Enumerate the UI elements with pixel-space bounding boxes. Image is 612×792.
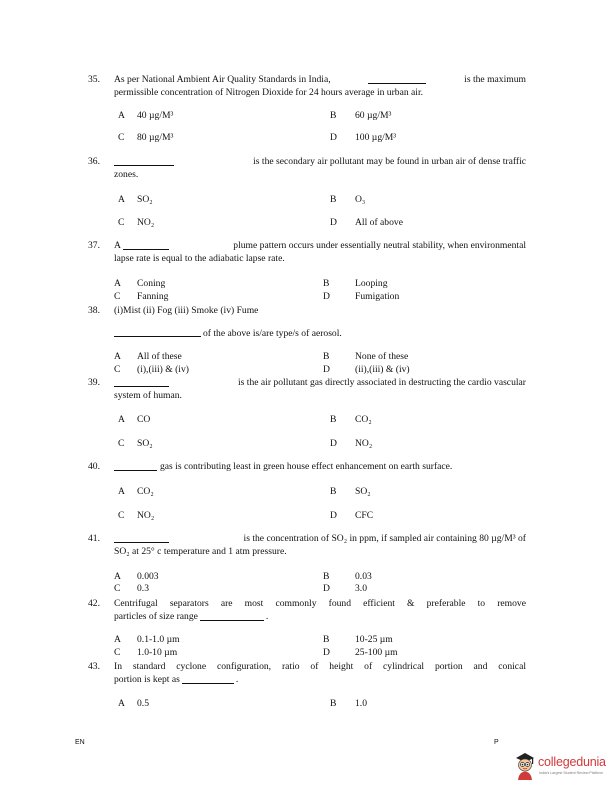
question-text: (i)Mist (ii) Fog (iii) Smoke (iv) Fume (114, 305, 259, 316)
answer-blank (114, 533, 169, 543)
question-number: 41. (88, 533, 100, 544)
option-d-text: NO₂ (355, 438, 373, 449)
option-d-letter: D (323, 291, 330, 302)
option-c-letter: C (118, 217, 125, 228)
option-b-letter: B (323, 351, 330, 362)
question-text-line-2: permissible concentration of Nitrogen Dioxide for 24 hours average in urban air. (114, 87, 424, 98)
question-text: is the air pollutant gas directly associated in destructing the cardio vascular (114, 377, 526, 390)
question-number: 37. (88, 240, 100, 251)
option-b-text: O₃ (355, 194, 366, 205)
option-a-letter: A (114, 571, 121, 582)
answer-blank (368, 74, 426, 84)
option-d-text: 100 µg/M³ (355, 132, 397, 143)
option-a-letter: A (114, 278, 121, 289)
option-b-letter: B (323, 571, 330, 582)
option-c-letter: C (118, 438, 125, 449)
answer-blank (114, 156, 174, 166)
question-text-line-2: system of human. (114, 390, 182, 401)
option-a-text: SO₂ (137, 194, 153, 205)
question-number: 35. (88, 74, 100, 85)
option-a-text: 0.1-1.0 µm (137, 634, 180, 645)
answer-blank (182, 674, 234, 684)
option-a-text: CO (137, 414, 151, 425)
option-a-letter: A (118, 698, 125, 709)
question-text: In standard cyclone configuration, ratio of height of cylindrical portion and conical (114, 661, 526, 672)
question-text-line-2: portion is kept as . (114, 674, 239, 685)
option-c-letter: C (114, 647, 121, 658)
question-text-line-2: of the above is/are type/s of aerosol. (203, 328, 342, 339)
option-d-text: 25-100 µm (355, 647, 398, 658)
option-a-text: 40 µg/M³ (137, 110, 174, 121)
question-text-line-2: particles of size range . (114, 611, 269, 622)
option-b-text: None of these (355, 351, 409, 362)
question-text-line-2: SO₂ at 25° c temperature and 1 atm pressure. (114, 546, 287, 557)
option-c-text: 1.0-10 µm (137, 647, 178, 658)
answer-blank (114, 377, 169, 387)
option-d-letter: D (323, 647, 330, 658)
option-b-text: SO₂ (355, 486, 371, 497)
collegedunia-logo (513, 748, 609, 782)
option-a-text: All of these (137, 351, 182, 362)
option-d-letter: D (330, 510, 337, 521)
question-number: 40. (88, 461, 100, 472)
option-d-letter: D (323, 583, 330, 594)
option-c-letter: C (118, 132, 125, 143)
question-number: 39. (88, 377, 100, 388)
option-b-letter: B (323, 634, 330, 645)
option-c-text: 0.3 (137, 583, 149, 594)
question-number: 38. (88, 305, 100, 316)
option-a-text: Coning (137, 278, 166, 289)
question-text: is the concentration of SO₂ in ppm, if sampled air containing 80 µg/M³ of (114, 533, 526, 546)
option-c-text: 80 µg/M³ (137, 132, 174, 143)
answer-blank (114, 327, 201, 337)
student-mascot-icon (513, 749, 537, 781)
option-a-text: CO₂ (137, 486, 154, 497)
question-number: 42. (88, 598, 100, 609)
option-d-letter: D (330, 132, 337, 143)
option-b-letter: B (330, 414, 337, 425)
option-b-text: 60 µg/M³ (355, 110, 392, 121)
option-b-letter: B (330, 110, 337, 121)
brand-tagline: India's Largest Student Review Platform (539, 771, 603, 775)
question-text-line-2: lapse rate is equal to the adiabatic lapse rate. (114, 253, 285, 264)
option-b-text: CO₂ (355, 414, 372, 425)
question-text: As per National Ambient Air Quality Standards in India, is the maximum (114, 74, 526, 85)
question-number: 43. (88, 661, 100, 672)
option-d-text: Fumigation (355, 291, 400, 302)
brand-name: collegedunia (538, 755, 606, 769)
option-c-letter: C (114, 291, 121, 302)
option-c-text: NO₂ (137, 217, 155, 228)
option-b-text: 0.03 (355, 571, 372, 582)
question-text: A plume pattern occurs under essentially neutral stability, when environmental (114, 240, 526, 251)
option-a-letter: A (114, 634, 121, 645)
question-text: gas is contributing least in green house effect enhancement on earth surface. (114, 461, 516, 474)
option-c-letter: C (114, 583, 121, 594)
question-number: 36. (88, 156, 100, 167)
option-b-text: 10-25 µm (355, 634, 393, 645)
answer-blank (123, 240, 169, 250)
option-b-letter: B (330, 194, 337, 205)
option-a-letter: A (114, 351, 121, 362)
option-a-letter: A (118, 110, 125, 121)
option-a-text: 0.5 (137, 698, 149, 709)
answer-blank (200, 611, 264, 621)
option-a-letter: A (118, 486, 125, 497)
option-b-text: Looping (355, 278, 388, 289)
option-b-letter: B (330, 698, 337, 709)
option-c-letter: C (118, 510, 125, 521)
option-d-text: 3.0 (355, 583, 367, 594)
option-a-text: 0.003 (137, 571, 159, 582)
footer-set-code: P (494, 739, 499, 746)
option-b-letter: B (330, 486, 337, 497)
question-text: Centrifugal separators are most commonly found efficient & preferable to remove (114, 598, 526, 609)
option-c-text: NO₂ (137, 510, 155, 521)
question-text-line-2: zones. (114, 169, 139, 180)
option-a-letter: A (118, 194, 125, 205)
option-d-letter: D (323, 364, 330, 375)
option-c-letter: C (114, 364, 121, 375)
answer-blank (114, 461, 157, 471)
option-d-text: CFC (355, 510, 374, 521)
option-d-letter: D (330, 438, 337, 449)
footer-language-code: EN (75, 739, 85, 746)
option-b-text: 1.0 (355, 698, 367, 709)
option-c-text: (i),(iii) & (iv) (137, 364, 189, 375)
option-c-text: Fanning (137, 291, 169, 302)
option-b-letter: B (323, 278, 330, 289)
option-d-letter: D (330, 217, 337, 228)
question-text: is the secondary air pollutant may be found in urban air of dense traffic (114, 156, 526, 169)
option-d-text: (ii),(iii) & (iv) (355, 364, 410, 375)
option-a-letter: A (118, 414, 125, 425)
option-c-text: SO₂ (137, 438, 153, 449)
option-d-text: All of above (355, 217, 403, 228)
